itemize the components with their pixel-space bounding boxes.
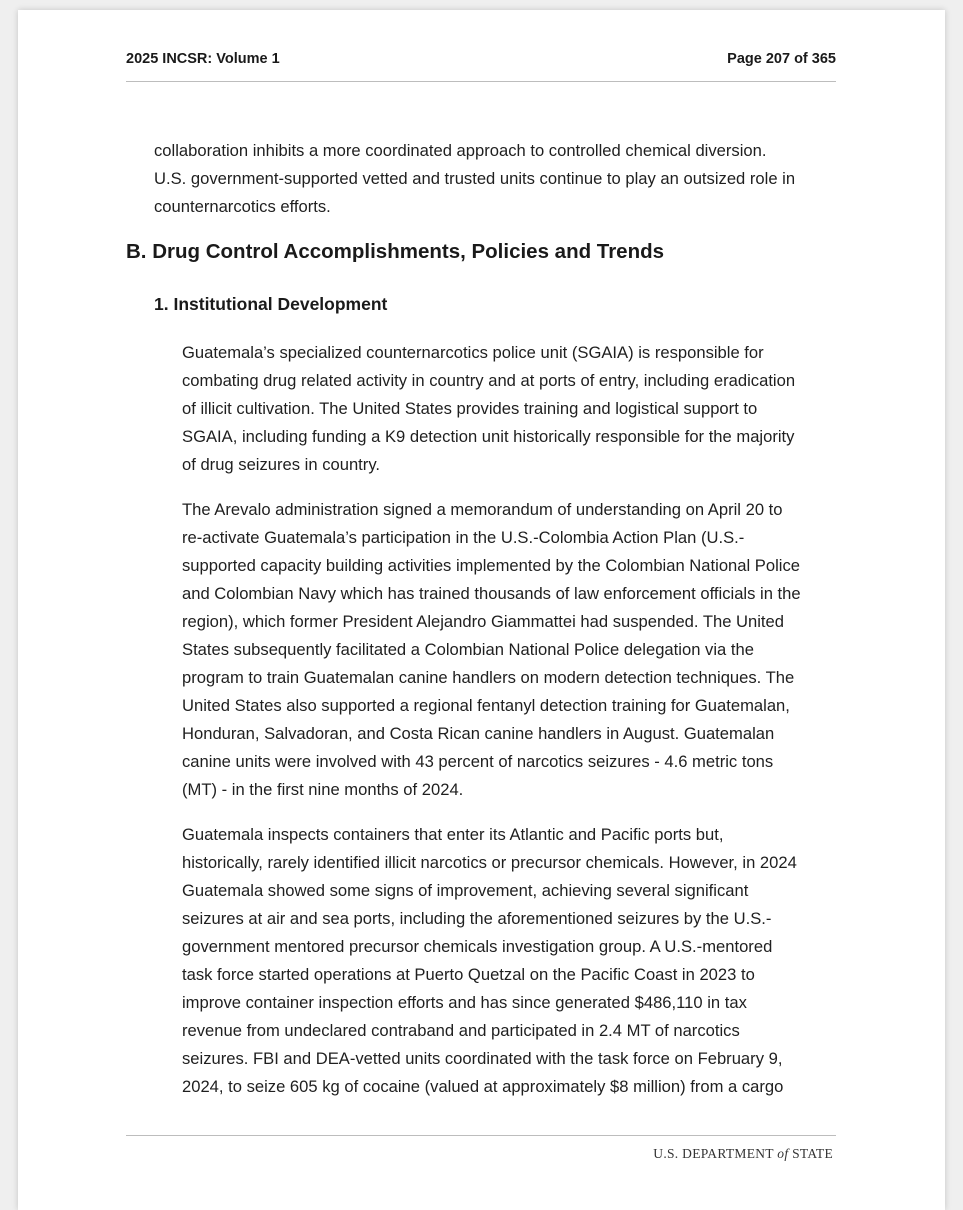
text-line: supported capacity building activities implemented by the Colombian National Police — [182, 556, 800, 575]
text-line: improve container inspection efforts and has since generated $486,110 in tax — [182, 993, 747, 1012]
text-line: SGAIA, including funding a K9 detection unit historically responsible for the majority — [182, 427, 795, 446]
text-line: seizures at air and sea ports, including the aforementioned seizures by the U.S.- — [182, 909, 772, 928]
footer-divider — [126, 1135, 836, 1136]
text-line: Honduran, Salvadoran, and Costa Rican canine handlers in August. Guatemalan — [182, 724, 775, 743]
text-line: (MT) - in the first nine months of 2024. — [182, 780, 464, 799]
page-header — [126, 51, 836, 71]
text-line: of drug seizures in country. — [182, 455, 380, 474]
text-line: region), which former President Alejandro Giammattei had suspended. The United — [182, 612, 785, 631]
footer-text-italic: of — [777, 1146, 789, 1161]
text-line: re-activate Guatemala’s participation in the U.S.-Colombia Action Plan (U.S.- — [182, 528, 745, 547]
text-line: collaboration inhibits a more coordinated approach to controlled chemical diversion. — [154, 141, 767, 160]
text-line: program to train Guatemalan canine handlers on modern detection techniques. The — [182, 668, 795, 687]
text-line: Guatemala showed some signs of improvement, achieving several significant — [182, 881, 749, 900]
text-line: 2024, to seize 605 kg of cocaine (valued at approximately $8 million) from a cargo — [182, 1077, 784, 1096]
text-line: United States also supported a regional fentanyl detection training for Guatemalan, — [182, 696, 790, 715]
text-line: U.S. government-supported vetted and trusted units continue to play an outsized role in — [154, 169, 796, 188]
text-line: historically, rarely identified illicit narcotics or precursor chemicals. However, in 2024 — [182, 853, 797, 872]
document-page — [18, 10, 945, 1210]
text-line: counternarcotics efforts. — [154, 197, 331, 216]
text-line: Guatemala inspects containers that enter its Atlantic and Pacific ports but, — [182, 825, 724, 844]
footer-text-end: STATE — [788, 1146, 833, 1161]
paragraph-3 — [182, 821, 797, 1101]
text-line: canine units were involved with 43 percent of narcotics seizures - 4.6 metric tons — [182, 752, 774, 771]
text-line: seizures. FBI and DEA-vetted units coordinated with the task force on February 9, — [182, 1049, 783, 1068]
footer-text-start: U.S. DEPARTMENT — [653, 1146, 778, 1161]
department-logo-text — [653, 1146, 833, 1162]
paragraph-1 — [182, 339, 795, 479]
subsection-heading: 1. Institutional Development — [154, 294, 388, 314]
text-line: of illicit cultivation. The United States provides training and logistical support to — [182, 399, 758, 418]
intro-paragraph — [154, 137, 795, 221]
section-heading: B. Drug Control Accomplishments, Policies and Trends — [126, 240, 665, 263]
text-line: Guatemala’s specialized counternarcotics police unit (SGAIA) is responsible for — [182, 343, 764, 362]
text-line: and Colombian Navy which has trained thousands of law enforcement officials in the — [182, 584, 801, 603]
text-line: revenue from undeclared contraband and participated in 2.4 MT of narcotics — [182, 1021, 740, 1040]
header-divider — [126, 81, 836, 82]
text-line: The Arevalo administration signed a memorandum of understanding on April 20 to — [182, 500, 783, 519]
text-line: task force started operations at Puerto Quetzal on the Pacific Coast in 2023 to — [182, 965, 755, 984]
paragraph-2 — [182, 496, 801, 804]
text-line: combating drug related activity in country and at ports of entry, including eradication — [182, 371, 796, 390]
text-line: States subsequently facilitated a Colombian National Police delegation via the — [182, 640, 754, 659]
page-number: Page 207 of 365 — [727, 51, 836, 67]
text-line: government mentored precursor chemicals investigation group. A U.S.-mentored — [182, 937, 773, 956]
report-title: 2025 INCSR: Volume 1 — [126, 51, 280, 67]
